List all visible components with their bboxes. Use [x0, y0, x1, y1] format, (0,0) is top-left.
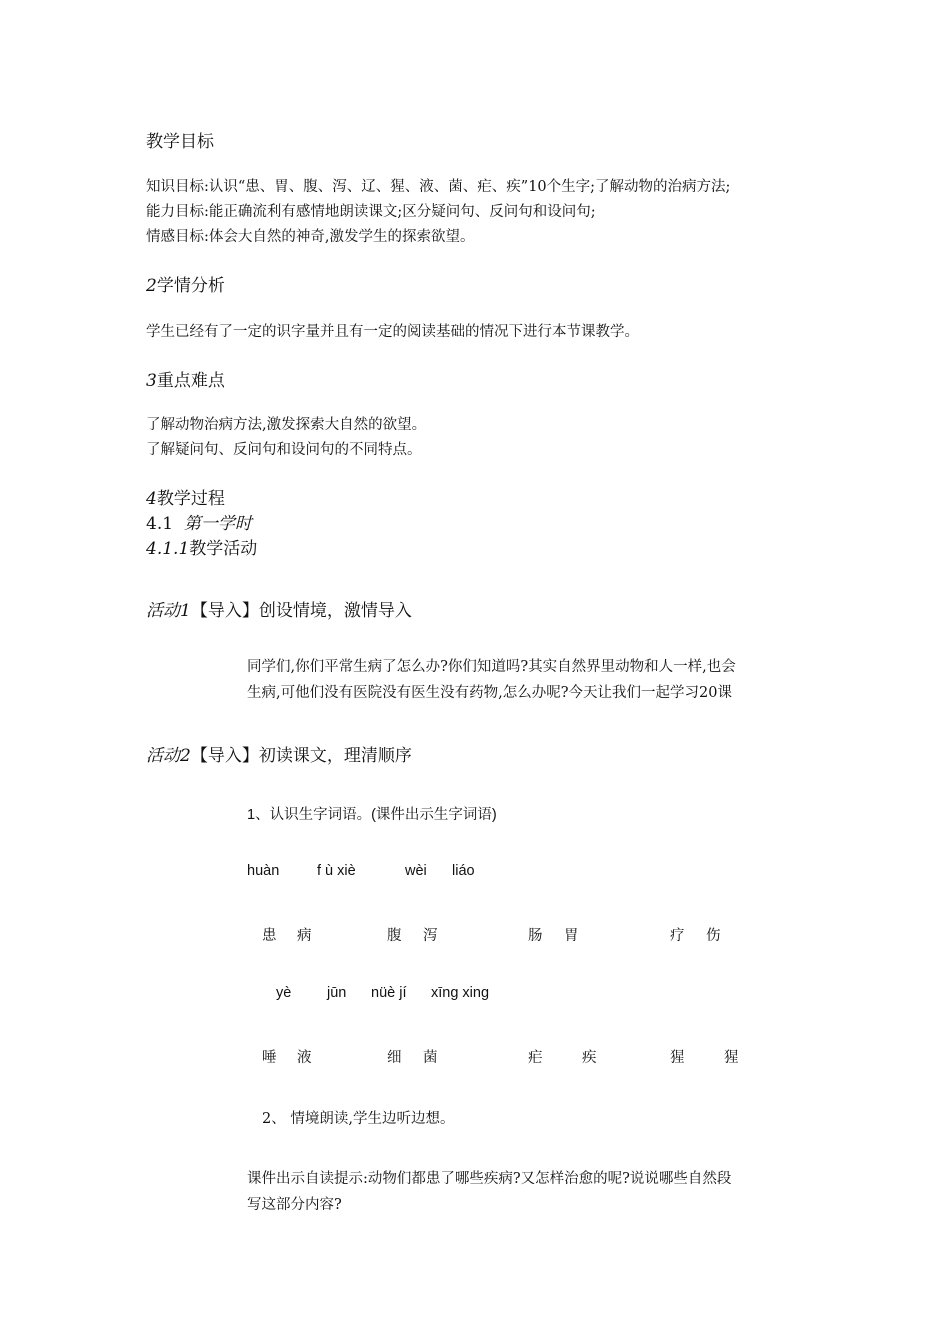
pinyin: jūn	[327, 985, 347, 1001]
char: 细	[387, 1050, 402, 1066]
activity-label: 活动2	[146, 746, 191, 766]
reading-prompt: 写这部分内容?	[247, 1197, 342, 1213]
keypoint-line: 了解动物治病方法,激发探索大自然的欲望。	[146, 417, 427, 433]
activity-title: 创设情境，激情导入	[258, 601, 412, 621]
objective-emotion: 情感目标:体会大自然的神奇,激发学生的探索欲望。	[146, 229, 475, 245]
section-number: 3	[146, 371, 157, 391]
subsection-title: 第一学时	[183, 514, 252, 534]
activity-1-text: 同学们,你们平常生病了怎么办?你们知道吗?其实自然界里动物和人一样,也会	[247, 659, 736, 675]
activity-tag: 【导入】	[190, 746, 259, 766]
activity-title: 初读课文，理清顺序	[258, 746, 412, 766]
activity-tag: 【导入】	[190, 601, 259, 621]
activity-2-heading	[146, 741, 412, 766]
pinyin: yè	[276, 985, 292, 1001]
section-heading-text: 学情分析	[156, 276, 225, 296]
section-number: 4	[146, 489, 157, 509]
step-2: 2、 情境朗读,学生边听边想。	[262, 1111, 455, 1127]
char: 胃	[564, 928, 579, 944]
section-heading-text: 重点难点	[156, 371, 225, 391]
section-number: 2	[146, 276, 157, 296]
subsection-number: 4.1.1	[146, 539, 190, 559]
step-1: 1、认识生字词语。(课件出示生字词语)	[247, 807, 497, 823]
subsection-activities	[146, 534, 257, 559]
char: 病	[297, 928, 312, 944]
section-title-analysis	[146, 271, 225, 296]
objective-ability: 能力目标:能正确流利有感情地朗读课文;区分疑问句、反问句和设问句;	[146, 204, 596, 220]
activity-label: 活动1	[146, 601, 191, 621]
section-title-process	[146, 484, 225, 509]
subsection-number: 4.1	[146, 514, 174, 534]
char: 腹	[387, 928, 402, 944]
pinyin: huàn	[247, 863, 280, 879]
char: 泻	[423, 928, 438, 944]
pinyin: liáo	[452, 863, 475, 879]
char: 肠	[528, 928, 543, 944]
keypoint-line: 了解疑问句、反问句和设问句的不同特点。	[146, 442, 422, 458]
char: 菌	[423, 1050, 438, 1066]
char: 疟	[528, 1050, 543, 1066]
char: 唾	[262, 1050, 277, 1066]
char: 猩	[724, 1050, 739, 1066]
char: 疗	[670, 928, 685, 944]
section-title-objectives: 教学目标	[146, 132, 214, 152]
activity-1-text: 生病,可他们没有医院没有医生没有药物,怎么办呢?今天让我们一起学习20课	[247, 685, 732, 701]
reading-prompt: 课件出示自读提示:动物们都患了哪些疾病?又怎样治愈的呢?说说哪些自然段	[247, 1171, 732, 1187]
section-title-keypoints	[146, 366, 225, 391]
char: 患	[262, 928, 277, 944]
char: 疾	[582, 1050, 597, 1066]
subsection-first-lesson	[146, 509, 252, 534]
subsection-title: 教学活动	[189, 539, 258, 559]
analysis-text: 学生已经有了一定的识字量并且有一定的阅读基础的情况下进行本节课教学。	[146, 324, 639, 340]
activity-1-heading	[146, 596, 412, 621]
char: 猩	[670, 1050, 685, 1066]
objective-knowledge: 知识目标:认识“患、胃、腹、泻、辽、猩、液、菌、疟、疾”10个生字;了解动物的治病方法;	[146, 179, 731, 195]
pinyin: f ù xiè	[317, 863, 356, 879]
pinyin: xīng xing	[431, 985, 490, 1001]
pinyin: nüè jí	[371, 985, 407, 1001]
section-heading-text: 教学过程	[156, 489, 225, 509]
char: 液	[297, 1050, 312, 1066]
char: 伤	[706, 928, 721, 944]
pinyin: wèi	[405, 863, 427, 879]
